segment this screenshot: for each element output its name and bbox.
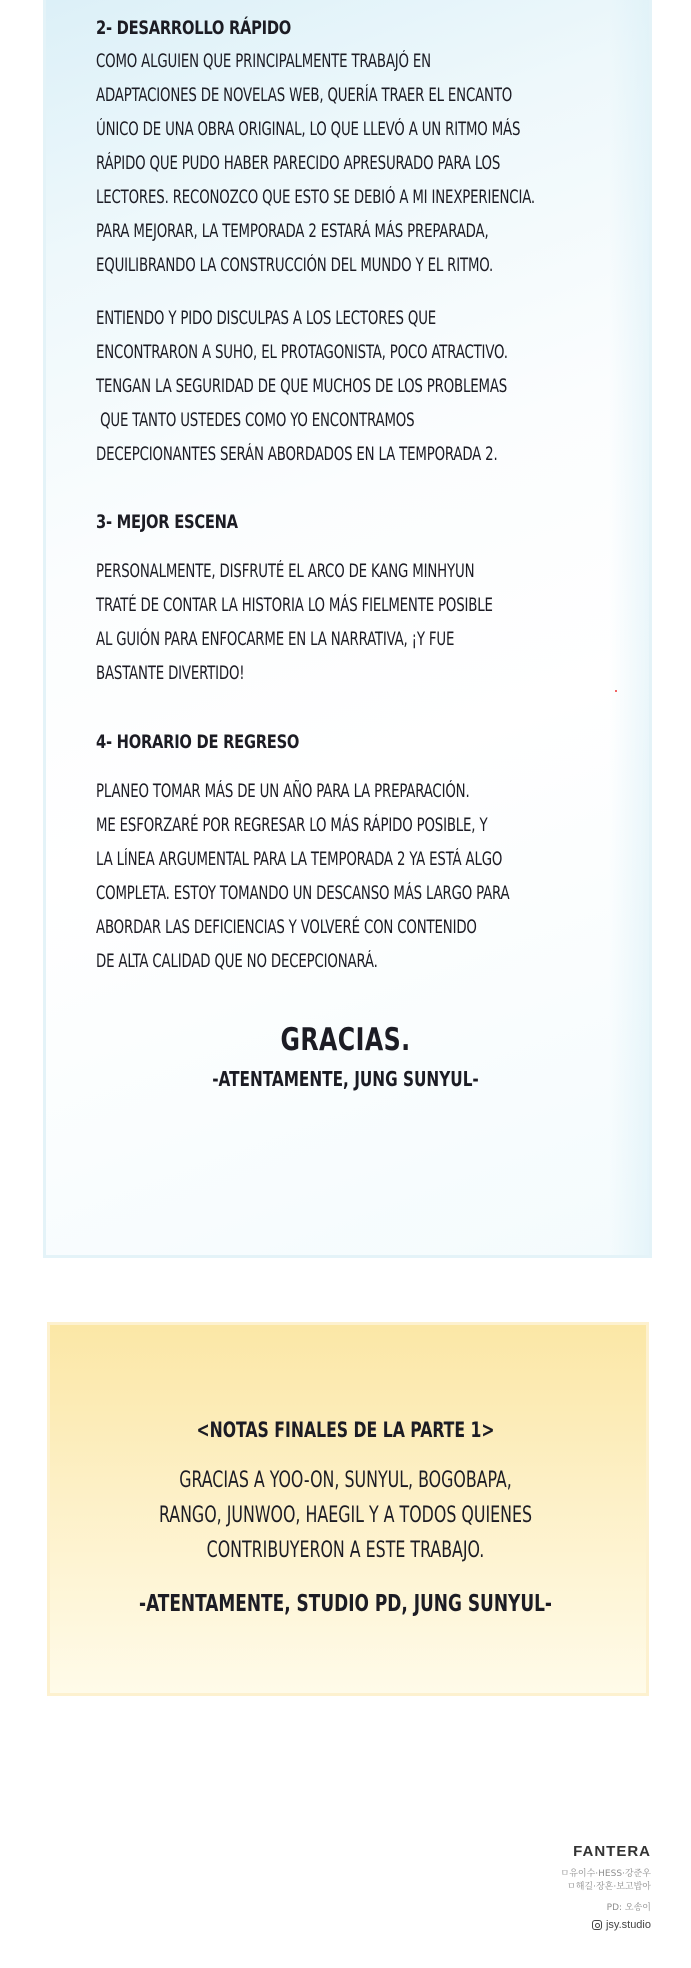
credits-block [561, 1842, 651, 1931]
paragraph-line: PERSONALMENTE, DISFRUTÉ EL ARCO DE KANG MINHYUN [96, 561, 475, 582]
brand-logo: FANTERA [573, 1843, 651, 1860]
section-2-paragraph-2 [96, 302, 636, 472]
paragraph-line: ÚNICO DE UNA OBRA ORIGINAL, LO QUE LLEVÓ A UN RITMO MÁS [96, 119, 521, 140]
section-heading: 3- MEJOR ESCENA [96, 511, 238, 533]
credits-staff-line: ㅁ해길·장혼·보고밥아 [567, 1882, 651, 1892]
section-4-paragraph-1 [96, 775, 636, 979]
section-return-schedule [96, 730, 636, 754]
section-best-scene [96, 510, 636, 534]
instagram-icon [592, 1920, 602, 1930]
final-notes-line: CONTRIBUYERON A ESTE TRABAJO. [206, 1538, 485, 1563]
section-rapid-development [96, 16, 636, 40]
instagram-handle[interactable] [561, 1919, 651, 1931]
paragraph-line: DECEPCIONANTES SERÁN ABORDADOS EN LA TEMPORADA 2. [96, 444, 498, 465]
final-notes-signature: -ATENTAMENTE, STUDIO PD, JUNG SUNYUL- [139, 1591, 552, 1617]
section-heading: 2- DESARROLLO RÁPIDO [96, 17, 292, 39]
paragraph-line: ME ESFORZARÉ POR REGRESAR LO MÁS RÁPIDO POSIBLE, Y [96, 815, 488, 836]
paragraph-line: ENCONTRARON A SUHO, EL PROTAGONISTA, POCO ATRACTIVO. [96, 342, 508, 363]
paragraph-line: AL GUIÓN PARA ENFOCARME EN LA NARRATIVA, ¡Y FUE [96, 629, 455, 650]
paragraph-line: TRATÉ DE CONTAR LA HISTORIA LO MÁS FIELMENTE POSIBLE [96, 595, 493, 616]
paragraph-line: COMPLETA. ESTOY TOMANDO UN DESCANSO MÁS LARGO PARA [96, 883, 510, 904]
paragraph-line: COMO ALGUIEN QUE PRINCIPALMENTE TRABAJÓ EN [96, 51, 431, 72]
paragraph-line: RÁPIDO QUE PUDO HABER PARECIDO APRESURADO PARA LOS [96, 153, 501, 174]
paragraph-line: TENGAN LA SEGURIDAD DE QUE MUCHOS DE LOS PROBLEMAS [96, 376, 508, 397]
credits-pd: PD: 오송이 [606, 1903, 651, 1913]
section-2-paragraph-1 [96, 45, 636, 283]
paragraph-line: PARA MEJORAR, LA TEMPORADA 2 ESTARÁ MÁS PREPARADA, [96, 221, 489, 242]
final-notes-title: <NOTAS FINALES DE LA PARTE 1> [196, 1418, 495, 1442]
paragraph-line: ADAPTACIONES DE NOVELAS WEB, QUERÍA TRAER EL ENCANTO [96, 85, 513, 106]
paragraph-line: LA LÍNEA ARGUMENTAL PARA LA TEMPORADA 2 YA ESTÁ ALGO [96, 849, 503, 870]
paragraph-line: QUE TANTO USTEDES COMO YO ENCONTRAMOS [96, 410, 415, 431]
paragraph-line: ENTIENDO Y PIDO DISCULPAS A LOS LECTORES QUE [96, 308, 437, 329]
closing-thanks: GRACIAS. [280, 1022, 411, 1058]
paragraph-line: ABORDAR LAS DEFICIENCIAS Y VOLVERÉ CON CONTENIDO [96, 917, 477, 938]
section-heading: 4- HORARIO DE REGRESO [96, 731, 300, 753]
instagram-handle-text: jsy.studio [605, 1919, 651, 1931]
credits-staff-line: ㅁ유이수·HESS·강준우 [560, 1869, 651, 1879]
section-3-paragraph-1 [96, 555, 636, 691]
paragraph-line: LECTORES. RECONOZCO QUE ESTO SE DEBIÓ A MI INEXPERIENCIA. [96, 187, 535, 208]
paragraph-line: EQUILIBRANDO LA CONSTRUCCIÓN DEL MUNDO Y EL RITMO. [96, 255, 494, 276]
letter-signature: -ATENTAMENTE, JUNG SUNYUL- [212, 1067, 479, 1091]
final-notes-line: RANGO, JUNWOO, HAEGIL Y A TODOS QUIENES [158, 1503, 533, 1528]
paragraph-line: PLANEO TOMAR MÁS DE UN AÑO PARA LA PREPARACIÓN. [96, 781, 470, 802]
paragraph-line: BASTANTE DIVERTIDO! [96, 663, 245, 684]
paragraph-line: DE ALTA CALIDAD QUE NO DECEPCIONARÁ. [96, 951, 378, 972]
final-notes-line: GRACIAS A YOO-ON, SUNYUL, BOGOBAPA, [179, 1468, 512, 1493]
